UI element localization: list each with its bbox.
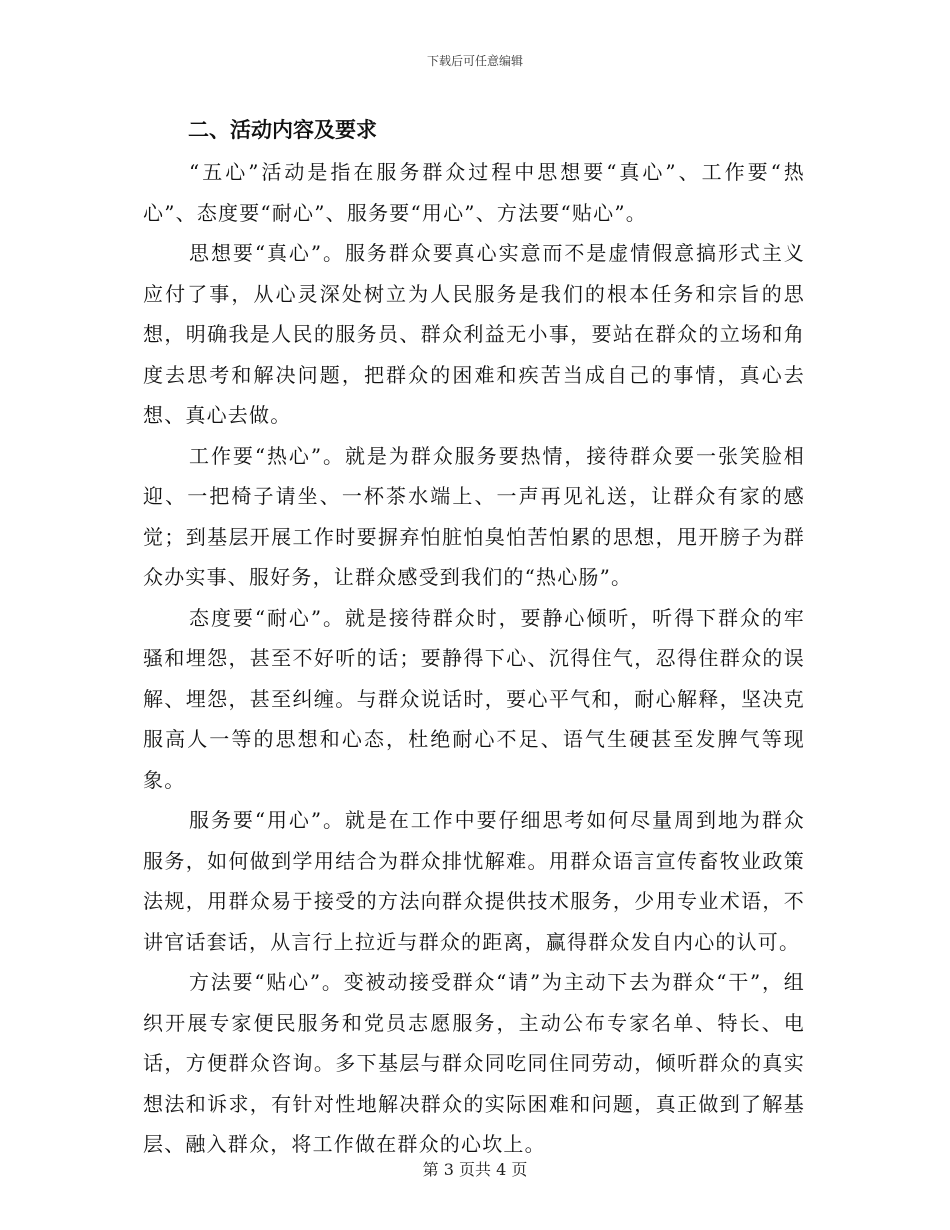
- paragraph-attentive-service: 服务要“用心”。就是在工作中要仔细思考如何尽量周到地为群众服务，如何做到学用结合为群众排忧解难。用群众语言宣传畜牧业政策法规，用群众易于接受的方法向群众提供技术服务，少用专业术语，不讲官话套话，从言行上拉近与群众的距离，赢得群众发自内心的认可。: [143, 808, 805, 954]
- paragraph-considerate-method: 方法要“贴心”。变被动接受群众“请”为主动下去为群众“干”，组织开展专家便民服务和党员志愿服务，主动公布专家名单、特长、电话，方便群众咨询。多下基层与群众同吃同住同劳动，倾听群众的真实想法和诉求，有针对性地解决群众的实际困难和问题，真正做到了解基层、融入群众，将工作做在群众的心坎上。: [143, 970, 805, 1156]
- page-header: 下载后可任意编辑: [426, 54, 523, 68]
- section-title: 二、活动内容及要求: [188, 118, 377, 142]
- paragraph-patient-attitude: 态度要“耐心”。就是接待群众时，要静心倾听，听得下群众的牢骚和埋怨，甚至不好听的话；要静得下心、沉得住气，忍得住群众的误解、埋怨，甚至纠缠。与群众说话时，要心平气和，耐心解释，坚决克服高人一等的思想和心态，杜绝耐心不足、语气生硬甚至发脾气等现象。: [143, 605, 805, 792]
- document-body: [143, 110, 805, 1165]
- paragraph-sincere-thinking: 思想要“真心”。服务群众要真心实意而不是虚情假意搞形式主义应付了事，从心灵深处树立为人民服务是我们的根本任务和宗旨的思想，明确我是人民的服务员、群众利益无小事，要站在群众的立场和角度去思考和解决问题，把群众的困难和疾苦当成自己的事情，真心去想、真心去做。: [143, 241, 805, 427]
- paragraph-intro: “五心”活动是指在服务群众过程中思想要“真心”、工作要“热心”、态度要“耐心”、服务要“用心”、方法要“贴心”。: [143, 160, 805, 225]
- paragraph-warm-work: 工作要“热心”。就是为群众服务要热情，接待群众要一张笑脸相迎、一把椅子请坐、一杯茶水端上、一声再见礼送，让群众有家的感觉；到基层开展工作时要摒弃怕脏怕臭怕苦怕累的思想，甩开膀子为群众办实事、服好务，让群众感受到我们的“热心肠”。: [143, 443, 805, 589]
- page-footer: 第 3 页共 4 页: [422, 1160, 528, 1179]
